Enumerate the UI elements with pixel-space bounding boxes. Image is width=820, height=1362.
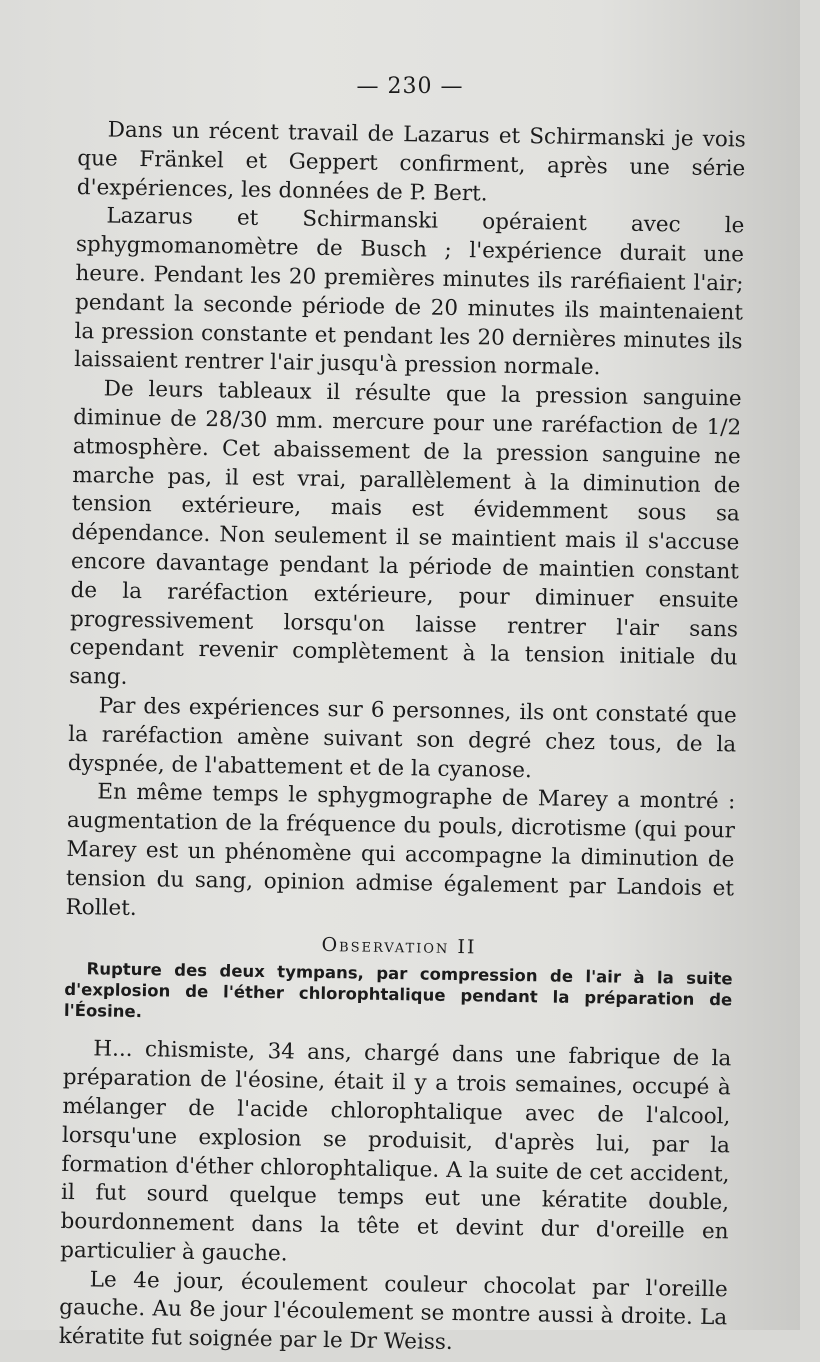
page-number: — 230 —: [356, 74, 464, 99]
paragraph-experiment-method: Lazarus et Schirmanski opéraient avec le sphygmomanomètre de Busch ; l'expérience durait une heure. Pendant les 20 premières minutes ils raréfiaient l'air; pendant la seconde période de 20 minutes ils maintenaient la pression constante et pendant les 20 dernières minutes ils laissaient rentrer l'air jusqu'à pression normale.: [73, 203, 745, 381]
paragraph-symptoms: Par des expériences sur 6 personnes, ils ont constaté que la raréfaction amène suivant son degré chez tous, de la dyspnée, de l'abattement et de la cyanose.: [67, 693, 737, 783]
paragraph-case-history: H... chismiste, 34 ans, chargé dans une fabrique de la préparation de l'éosine, était il y a trois semaines, occupé à mélanger de l'acide chlorophtalique avec de l'alcool, lorsqu'une explosion se produisit, d'après lui, par la formation d'éther chlorophtalique. A la suite de cet accident, il fut sourd quelque temps eut une kératite double, bourdonnement dans la tête et devint dur d'oreille en particulier à gauche.: [59, 1036, 732, 1267]
paragraph-results: De leurs tableaux il résulte que la pression sanguine diminue de 28/30 mm. mercure pour une raréfaction de 1/2 atmosphère. Cet abaissement de la pression sanguine ne marche pas, il est vrai, parallèlement à la diminution de tension extérieure, mais est évidemment sous sa dépendance. Non seulement il se maintient mais il s'accuse encore davantage pendant la période de maintien constant de la raréfaction extérieure, pour diminuer ensuite progressivement lorsqu'on laisse rentrer l'air sans cependant revenir complètement à la tension initiale du sang.: [68, 376, 742, 690]
observation-subtitle: Rupture des deux tympans, par compression de l'air à la suite d'explosion de l'éther chlorophtalique pendant la préparation de l'Éosine.: [63, 959, 733, 1022]
text-body: [59, 116, 746, 1362]
paragraph-lazarus-intro: Dans un récent travail de Lazarus et Schirmanski je vois que Fränkel et Geppert confirment, après une série d'expériences, les données de P. Bert.: [76, 117, 746, 207]
paragraph-sphygmograph: En même temps le sphygmographe de Marey a montré : augmentation de la fréquence du pouls, dicrotisme (qui pour Marey est un phénomène qui accompagne la diminution de tension du sang, opinion admise également par Landois et Rollet.: [65, 779, 736, 921]
paragraph-case-followup: Le 4e jour, écoulement couleur chocolat par l'oreille gauche. Au 8e jour l'écoulement se montre aussi à droite. La kératite fut soignée par le Dr Weiss.: [58, 1267, 728, 1356]
observation-heading: Observation II: [321, 934, 477, 959]
